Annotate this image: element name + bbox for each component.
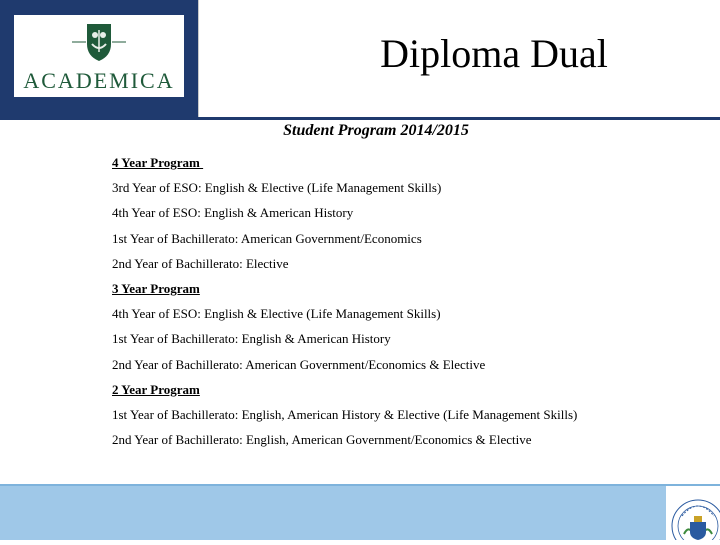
academica-logo xyxy=(14,15,184,97)
program-heading-2-year: 2 Year Program xyxy=(112,381,200,397)
school-seal-icon xyxy=(666,486,720,540)
program-line: 4th Year of ESO: English & Elective (Life Management Skills) xyxy=(112,306,441,322)
program-line: 2nd Year of Bachillerato: Elective xyxy=(112,255,289,271)
program-line: 3rd Year of ESO: English & Elective (Life Management Skills) xyxy=(112,180,442,196)
academica-shield-icon xyxy=(72,22,126,62)
logo-wordmark: ACADEMICA xyxy=(23,68,175,93)
page-title: Diploma Dual xyxy=(380,31,608,76)
header-divider xyxy=(0,117,720,120)
footer-bar xyxy=(0,486,720,540)
program-line: 1st Year of Bachillerato: English, American History & Elective (Life Management Skills) xyxy=(112,407,578,423)
program-heading-3-year: 3 Year Program xyxy=(112,281,200,297)
program-line: 1st Year of Bachillerato: American Government/Economics xyxy=(112,230,422,246)
program-heading-4-year: 4 Year Program xyxy=(112,155,204,170)
program-list xyxy=(112,150,672,452)
program-subtitle: Student Program 2014/2015 xyxy=(283,122,469,139)
program-line: 4th Year of ESO: English & American History xyxy=(112,205,354,221)
program-line: 2nd Year of Bachillerato: American Government/Economics & Elective xyxy=(112,356,486,372)
program-line: 2nd Year of Bachillerato: English, American Government/Economics & Elective xyxy=(112,432,532,448)
title-panel xyxy=(198,0,720,117)
footer-seal xyxy=(666,486,720,540)
program-line: 1st Year of Bachillerato: English & American History xyxy=(112,331,391,347)
header-bar xyxy=(0,0,720,117)
